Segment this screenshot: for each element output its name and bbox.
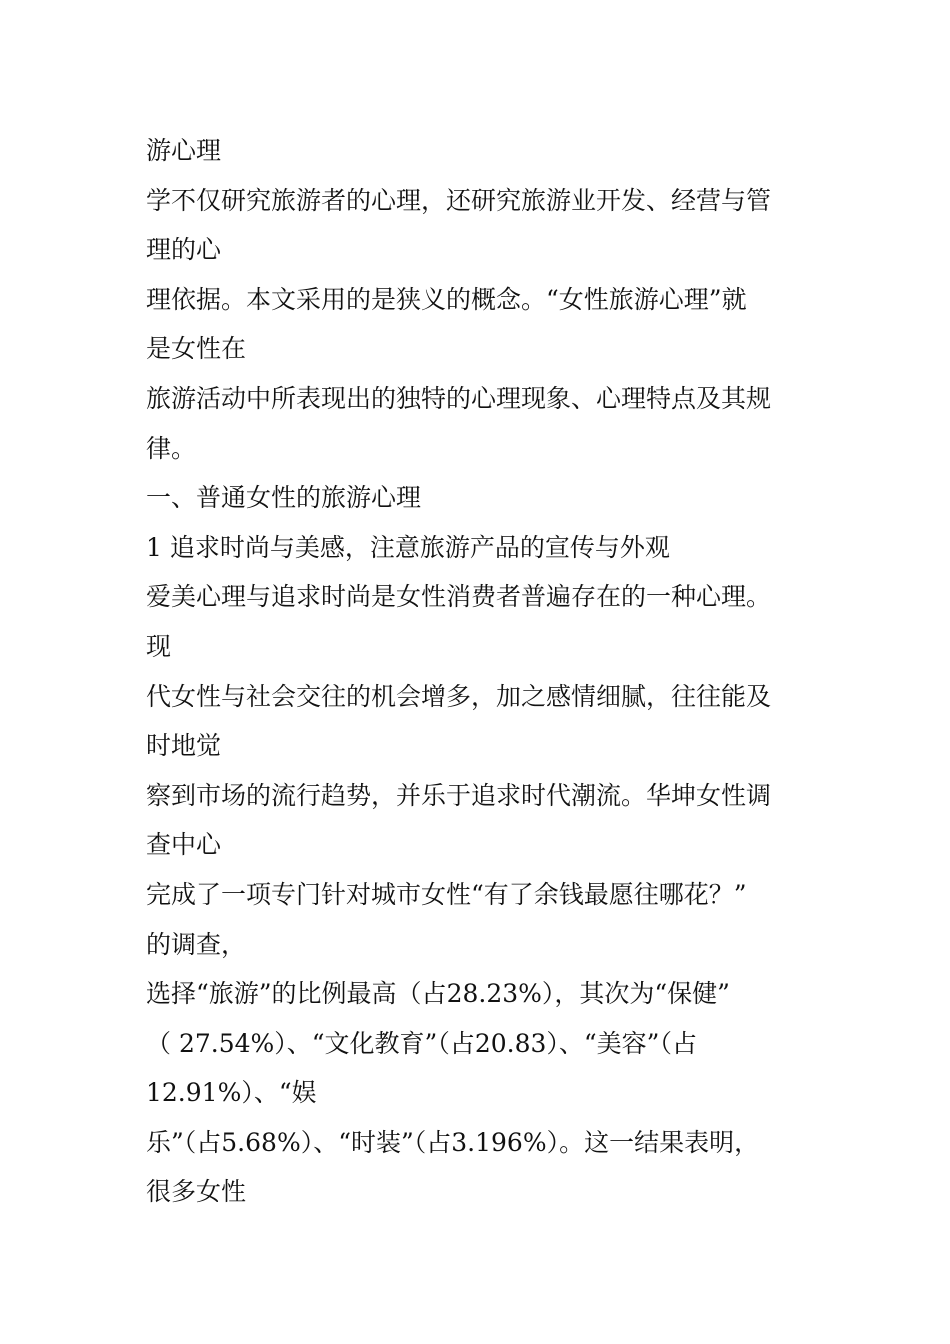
text-line: 旅游活动中所表现出的独特的心理现象、心理特点及其规 [146,383,772,413]
text-line: 学不仅研究旅游者的心理，还研究旅游业开发、经营与管 [146,185,772,215]
text-line: 时地觉 [146,731,222,761]
text-line: 察到市场的流行趋势，并乐于追求时代潮流。华坤女性调 [146,780,772,810]
text-line: （ 27.54%）、“文化教育”（占20.83）、“美容”（占 [146,1028,697,1058]
text-line: 完成了一项专门针对城市女性“有了余钱最愿往哪花？” [146,879,747,909]
text-line: 理依据。本文采用的是狭义的概念。“女性旅游心理”就 [146,284,747,314]
text-line: 乐”（占5.68%）、“时装”（占3.196%）。这一结果表明， [146,1127,760,1157]
text-line: 是女性在 [146,334,247,364]
text-line: 12.91%）、“娱 [146,1078,317,1108]
subsection-heading: 1 追求时尚与美感，注意旅游产品的宣传与外观 [146,532,670,562]
text-line: 查中心 [146,830,222,860]
text-line: 的调查， [146,929,247,959]
text-line: 代女性与社会交往的机会增多，加之感情细腻，往往能及 [146,681,772,711]
text-line: 很多女性 [146,1177,247,1207]
section-heading: 一、普通女性的旅游心理 [146,483,422,513]
body-text [146,126,846,1217]
text-line: 爱美心理与追求时尚是女性消费者普遍存在的一种心理。 [146,582,772,612]
text-line: 选择“旅游”的比例最高（占28.23%），其次为“保健” [146,979,730,1009]
text-line: 律。 [146,433,197,463]
text-line: 游心理 [146,136,222,165]
text-line: 现 [146,631,172,661]
text-line: 理的心 [146,235,222,265]
